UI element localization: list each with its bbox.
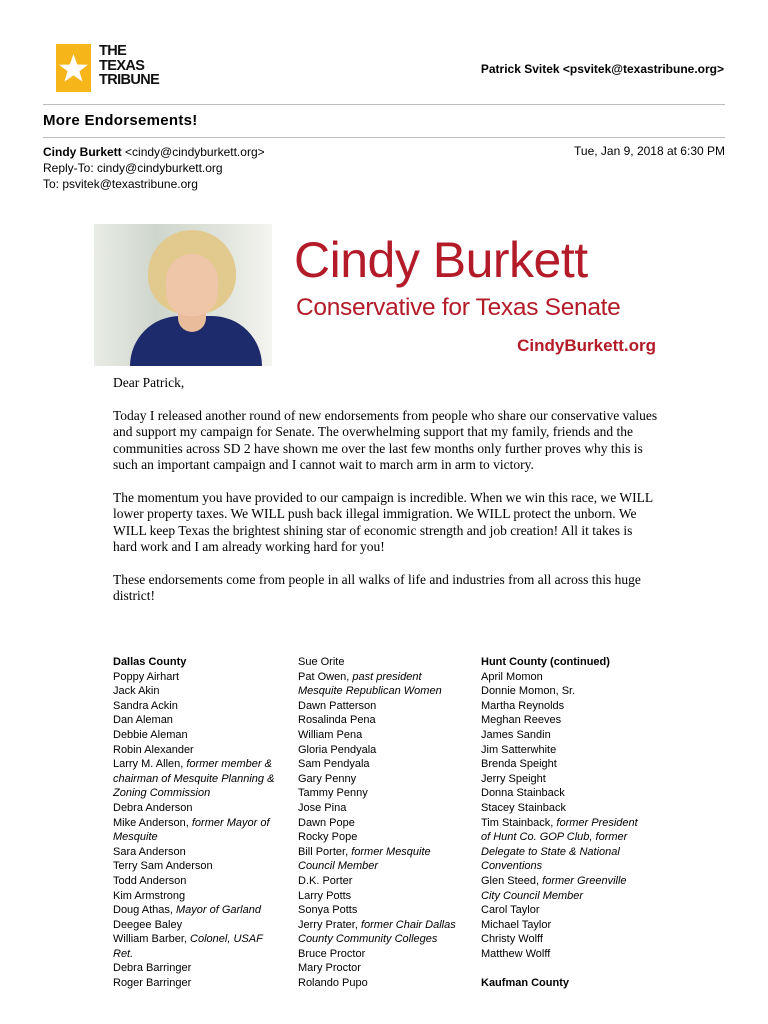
endorsement-line xyxy=(298,889,476,904)
endorsement-line xyxy=(481,845,671,860)
endorser-title: of Hunt Co. GOP Club, former xyxy=(481,831,628,844)
endorsement-line xyxy=(298,816,476,831)
endorser-name: Hunt County (continued) xyxy=(481,656,610,668)
endorser-title: former President xyxy=(556,816,638,829)
endorsement-line xyxy=(298,801,476,816)
photo-face xyxy=(166,254,218,316)
campaign-banner xyxy=(94,224,656,366)
endorser-title: former Chair Dallas xyxy=(360,918,456,931)
endorsement-line xyxy=(481,859,671,874)
endorsement-line xyxy=(298,699,476,714)
endorser-name: Dawn Pope xyxy=(298,816,355,829)
endorser-name: Debbie Aleman xyxy=(113,728,188,741)
logo-line-1: THE xyxy=(99,43,127,59)
endorser-title: Conventions xyxy=(481,860,543,873)
endorser-name: Roger Barringer xyxy=(113,977,192,990)
endorsement-line xyxy=(113,713,291,728)
endorsement-line xyxy=(481,932,671,947)
endorser-name: Dallas County xyxy=(113,656,187,668)
paragraph-3: These endorsements come from people in all walks of life and industries from all across this huge district! xyxy=(113,571,641,604)
from-name: Cindy Burkett xyxy=(43,145,122,159)
endorser-name: Sue Orite xyxy=(298,656,345,668)
endorser-title: County Community Colleges xyxy=(298,933,438,946)
endorsement-line xyxy=(481,728,671,743)
endorsement-line xyxy=(113,845,291,860)
endorsement-line xyxy=(113,859,291,874)
endorsement-line xyxy=(113,961,291,976)
endorsement-line xyxy=(113,889,291,904)
endorser-name: Matthew Wolff xyxy=(481,947,551,960)
column-2 xyxy=(298,655,476,991)
endorsement-line xyxy=(298,713,476,728)
endorsement-line xyxy=(298,947,476,962)
endorsement-line xyxy=(113,932,291,947)
endorser-name: Bruce Proctor xyxy=(298,947,366,960)
endorser-name: Sandra Ackin xyxy=(113,699,178,712)
endorsement-line xyxy=(113,728,291,743)
endorser-name: Jerry Prater, xyxy=(298,918,361,931)
endorser-title: Colonel, USAF xyxy=(190,933,263,946)
endorser-title: chairman of Mesquite Planning & xyxy=(113,772,275,785)
endorser-name: Dawn Patterson xyxy=(298,699,377,712)
endorser-name: Sam Pendyala xyxy=(298,758,370,771)
endorsement-line xyxy=(298,830,476,845)
texas-tribune-logo xyxy=(56,44,166,94)
endorsement-line xyxy=(298,874,476,889)
endorser-name: Robin Alexander xyxy=(113,743,194,756)
endorser-name: Rolando Pupo xyxy=(298,977,368,990)
endorser-name: Tim Stainback, xyxy=(481,816,557,829)
endorser-name: Rosalinda Pena xyxy=(298,714,376,727)
endorser-name: Mike Anderson, xyxy=(113,816,192,829)
email-date: Tue, Jan 9, 2018 at 6:30 PM xyxy=(574,144,725,158)
banner-tagline: Conservative for Texas Senate xyxy=(296,294,621,321)
paragraph-1: Today I released another round of new endorsements from people who share our conservative values and support my campaign for Senate. The overwhelming support that my family, friends and the communities across SD 2 have shown me over the last few months only further proves why this is such an important campaign and I cannot wait to march arm in arm to victory. xyxy=(113,407,658,473)
endorsement-line xyxy=(113,670,291,685)
endorser-title: former Mesquite xyxy=(351,845,431,858)
endorsement-line xyxy=(481,670,671,685)
email-meta xyxy=(43,144,265,192)
endorsement-line xyxy=(113,772,291,787)
endorser-title: Mayor of Garland xyxy=(176,904,261,917)
endorser-name: Sonya Potts xyxy=(298,904,358,917)
endorser-name: Rocky Pope xyxy=(298,831,358,844)
logo-line-3: TRIBUNE xyxy=(99,72,160,88)
endorser-title: former member & xyxy=(186,758,272,771)
endorsement-line xyxy=(113,699,291,714)
endorsement-line xyxy=(481,713,671,728)
endorsement-line xyxy=(298,684,476,699)
endorsement-line xyxy=(113,903,291,918)
header-divider xyxy=(43,104,725,105)
endorsement-line xyxy=(298,932,476,947)
endorsement-line xyxy=(298,903,476,918)
endorser-name: Tammy Penny xyxy=(298,787,368,800)
endorsement-line xyxy=(481,801,671,816)
from-email[interactable]: <cindy@cindyburkett.org> xyxy=(125,145,265,159)
endorser-name: Jack Akin xyxy=(113,685,160,698)
endorser-name: Mary Proctor xyxy=(298,962,361,975)
endorsement-line xyxy=(481,743,671,758)
endorser-name: Poppy Airhart xyxy=(113,670,180,683)
endorser-name: Martha Reynolds xyxy=(481,699,565,712)
endorsement-line xyxy=(298,670,476,685)
endorser-name: Meghan Reeves xyxy=(481,714,562,727)
endorsement-line xyxy=(113,801,291,816)
endorser-title: Council Member xyxy=(298,860,379,873)
endorser-name: Sara Anderson xyxy=(113,845,186,858)
column-1 xyxy=(113,655,291,991)
endorsement-line xyxy=(481,772,671,787)
endorser-name: James Sandin xyxy=(481,728,551,741)
endorser-title: Mesquite xyxy=(113,831,158,844)
endorsement-line xyxy=(298,859,476,874)
endorsement-line xyxy=(481,757,671,772)
endorser-name: Terry Sam Anderson xyxy=(113,860,213,873)
endorser-title: former Greenville xyxy=(542,874,627,887)
endorser-title: former Mayor of xyxy=(191,816,270,829)
endorser-name: Carol Taylor xyxy=(481,904,540,917)
endorser-name: Deegee Baley xyxy=(113,918,183,931)
endorsement-line xyxy=(298,918,476,933)
endorser-name: D.K. Porter xyxy=(298,874,353,887)
endorsement-line xyxy=(481,918,671,933)
banner-url[interactable]: CindyBurkett.org xyxy=(517,336,656,355)
endorser-name: Bill Porter, xyxy=(298,845,352,858)
endorsement-line xyxy=(298,786,476,801)
endorser-name: Kaufman County xyxy=(481,977,569,990)
county-heading xyxy=(481,655,671,670)
endorsement-line xyxy=(113,918,291,933)
endorser-name: Larry M. Allen, xyxy=(113,758,187,771)
letter-body xyxy=(113,375,658,621)
banner-name: Cindy Burkett xyxy=(294,232,588,288)
greeting: Dear Patrick, xyxy=(113,375,185,390)
column-3 xyxy=(481,655,671,991)
endorser-name: Todd Anderson xyxy=(113,874,187,887)
endorser-title: Mesquite Republican Women xyxy=(298,685,442,698)
endorser-name: Debra Barringer xyxy=(113,962,192,975)
endorser-name: Jose Pina xyxy=(298,801,347,814)
endorser-name: William Barber, xyxy=(113,933,191,946)
endorser-name: Donnie Momon, Sr. xyxy=(481,685,576,698)
candidate-photo xyxy=(94,224,272,366)
endorser-name: Michael Taylor xyxy=(481,918,552,931)
endorser-title: Zoning Commission xyxy=(113,787,211,800)
email-subject: More Endorsements! xyxy=(43,112,198,129)
endorser-name: Dan Aleman xyxy=(113,714,173,727)
endorsement-line xyxy=(481,961,671,976)
endorser-name: Jerry Speight xyxy=(481,772,546,785)
endorser-name: Debra Anderson xyxy=(113,801,193,814)
endorsement-line xyxy=(113,743,291,758)
endorsement-line xyxy=(113,947,291,962)
from-line xyxy=(43,144,265,160)
county-heading xyxy=(113,655,291,670)
endorser-name: Christy Wolff xyxy=(481,933,543,946)
endorsement-line xyxy=(481,786,671,801)
endorsement-line xyxy=(298,772,476,787)
endorsement-line xyxy=(113,684,291,699)
endorsement-line xyxy=(113,816,291,831)
county-heading xyxy=(481,976,671,991)
endorser-name: Brenda Speight xyxy=(481,758,557,771)
endorsement-line xyxy=(481,903,671,918)
endorsement-line xyxy=(481,699,671,714)
to-line: To: psvitek@texastribune.org xyxy=(43,177,198,191)
endorser-name: Jim Satterwhite xyxy=(481,743,557,756)
endorser-name: Kim Armstrong xyxy=(113,889,186,902)
endorsement-line xyxy=(298,743,476,758)
endorser-name: April Momon xyxy=(481,670,543,683)
endorser-title: Delegate to State & National xyxy=(481,845,620,858)
endorser-name: Gary Penny xyxy=(298,772,357,785)
logo-badge xyxy=(56,44,91,92)
endorsement-line xyxy=(113,786,291,801)
endorser-title: past president xyxy=(352,670,422,683)
endorsement-line xyxy=(481,816,671,831)
endorser-name: William Pena xyxy=(298,728,363,741)
endorsement-line xyxy=(481,947,671,962)
endorser-name: Stacey Stainback xyxy=(481,801,566,814)
reply-to-line: Reply-To: cindy@cindyburkett.org xyxy=(43,161,223,175)
endorsement-line xyxy=(298,976,476,991)
logo-line-2: TEXAS xyxy=(99,57,145,74)
endorsement-line xyxy=(481,684,671,699)
paragraph-2: The momentum you have provided to our campaign is incredible. When we win this race, we WILL lower property taxes. We WILL push back illegal immigration. We WILL protect the unborn. We WILL keep Texas the brightest shining star of economic strength and job creation! All it takes is hard work and I am already working hard for you! xyxy=(113,489,653,555)
endorser-name: Doug Athas, xyxy=(113,904,176,917)
endorsement-line xyxy=(298,961,476,976)
endorser-name: Gloria Pendyala xyxy=(298,743,377,756)
endorsement-line xyxy=(113,976,291,991)
endorsement-line xyxy=(481,889,671,904)
endorsement-line xyxy=(298,757,476,772)
endorser-name: Donna Stainback xyxy=(481,787,565,800)
endorsement-line xyxy=(481,830,671,845)
endorsement-line xyxy=(481,874,671,889)
endorser-name: Glen Steed, xyxy=(481,874,543,887)
logo-wordmark xyxy=(99,44,159,88)
endorsement-line xyxy=(113,830,291,845)
endorsement-line xyxy=(298,728,476,743)
star-icon xyxy=(56,44,91,92)
endorsement-line xyxy=(298,845,476,860)
endorser-name: Pat Owen, xyxy=(298,670,353,683)
endorsement-line xyxy=(298,655,476,670)
account-owner: Patrick Svitek <psvitek@texastribune.org> xyxy=(480,62,724,76)
endorser-title: City Council Member xyxy=(481,889,584,902)
subject-divider xyxy=(43,137,725,138)
endorser-title: Ret. xyxy=(113,947,134,960)
endorsement-line xyxy=(113,757,291,772)
endorsement-line xyxy=(113,874,291,889)
endorser-name: Larry Potts xyxy=(298,889,352,902)
